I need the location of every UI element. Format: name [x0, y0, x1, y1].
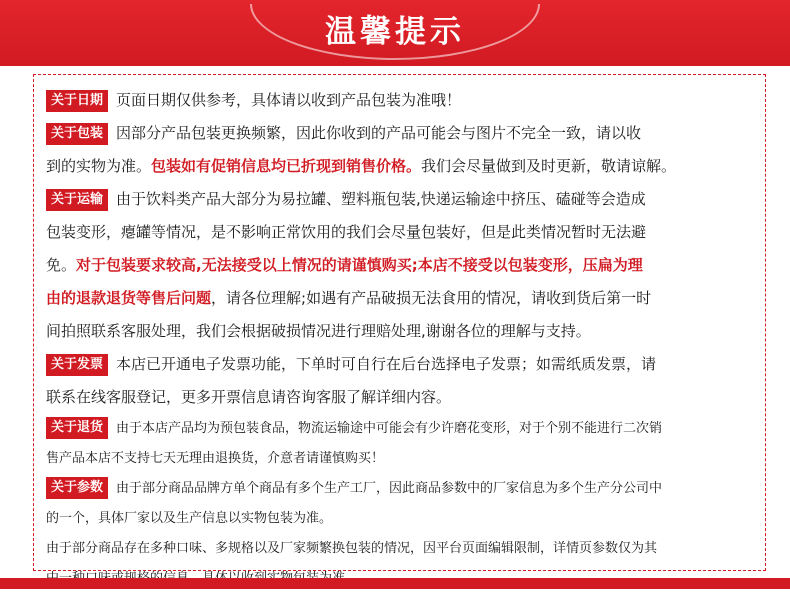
section-line	[46, 282, 762, 315]
section-text: 我们会尽量做到及时更新，敬请谅解。	[421, 157, 677, 175]
section-line	[46, 117, 762, 150]
section-text: 由于饮料类产品大部分为易拉罐、塑料瓶包装,快递运输途中挤压、磕碰等会造成	[116, 190, 646, 208]
section-line	[46, 474, 762, 504]
highlight-text: 对于包装要求较高,无法接受以上情况的请谨慎购买;本店不接受以包装变形，压扁为理	[76, 256, 643, 274]
section-line	[46, 150, 762, 183]
section-tag: 关于日期	[46, 90, 108, 112]
notice-content	[46, 84, 762, 594]
section-text: 到的实物为准。	[46, 157, 152, 175]
section-date	[46, 84, 762, 117]
section-text: 由于本店产品均为预包装食品，物流运输途中可能会有少许磨花变形，对于个别不能进行二次销	[116, 421, 663, 436]
section-line	[46, 183, 762, 216]
section-packaging	[46, 117, 762, 183]
section-text: 由于部分商品存在多种口味、多规格以及厂家频繁换包装的情况，因平台页面编辑限制，详情页参数仅为其	[46, 541, 658, 556]
section-line	[46, 249, 762, 282]
section-line	[46, 84, 762, 117]
highlight-text: 由的退款退货等售后问题	[46, 289, 212, 307]
section-text: 页面日期仅供参考，具体请以收到产品包装为准哦！	[116, 91, 462, 109]
section-tag: 关于参数	[46, 477, 108, 499]
section-tag: 关于发票	[46, 354, 108, 376]
section-tag: 关于退货	[46, 417, 108, 439]
section-line	[46, 444, 762, 474]
section-text: 免。	[46, 256, 77, 274]
section-text: 因部分产品包装更换频繁，因此你收到的产品可能会与图片不完全一致，请以收	[116, 124, 642, 142]
section-line	[46, 216, 762, 249]
section-text: 的一个，具体厂家以及生产信息以实物包装为准。	[46, 511, 333, 526]
section-returns	[46, 414, 762, 474]
section-shipping	[46, 183, 762, 348]
section-text: 间拍照联系客服处理，我们会根据破损情况进行理赔处理,谢谢各位的理解与支持。	[46, 322, 591, 340]
section-line	[46, 348, 762, 381]
section-text: 包装变形，瘪罐等情况，是不影响正常饮用的我们会尽量包装好，但是此类情况暂时无法避	[46, 223, 647, 241]
section-text: ，请各位理解;如遇有产品破损无法食用的情况，请收到货后第一时	[211, 289, 652, 307]
page-title: 温馨提示	[325, 14, 465, 50]
bottom-bar	[0, 578, 790, 589]
section-line	[46, 534, 762, 564]
header-banner	[0, 0, 790, 66]
section-line	[46, 414, 762, 444]
section-text: 联系在线客服登记，更多开票信息请咨询客服了解详细内容。	[46, 388, 452, 406]
section-params	[46, 474, 762, 594]
section-line	[46, 315, 762, 348]
highlight-text: 包装如有促销信息均已折现到销售价格。	[151, 157, 422, 175]
section-tag: 关于包装	[46, 123, 108, 145]
section-text: 由于部分商品品牌方单个商品有多个生产工厂，因此商品参数中的厂家信息为多个生产分公司中	[116, 481, 663, 496]
section-text: 本店已开通电子发票功能，下单时可自行在后台选择电子发票；如需纸质发票，请	[116, 355, 657, 373]
section-line	[46, 504, 762, 534]
section-text: 售产品本店不支持七天无理由退换货，介意者请谨慎购买！	[46, 451, 385, 466]
section-tag: 关于运输	[46, 189, 108, 211]
section-invoice	[46, 348, 762, 414]
section-line	[46, 381, 762, 414]
